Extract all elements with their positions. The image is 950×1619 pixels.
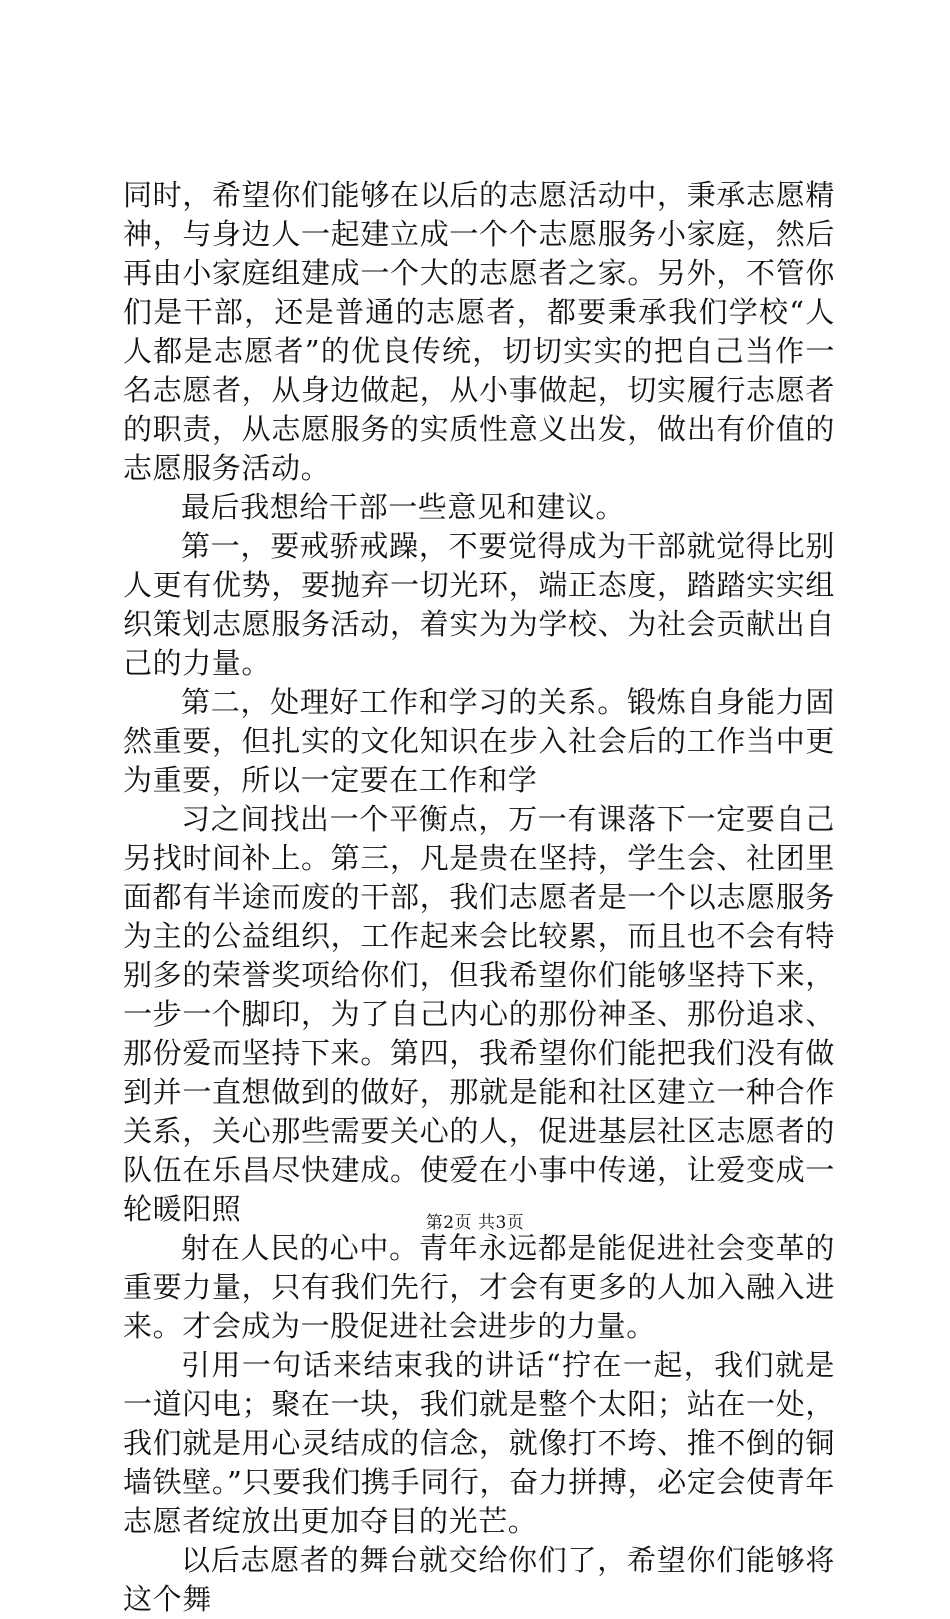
paragraph-youth-power: 射在人民的心中。青年永远都是能促进社会变革的重要力量，只有我们先行，才会有更多的人加入融入进来。才会成为一股促进社会进步的力量。 [123,1231,835,1343]
paragraph-volunteer-spirit: 同时，希望你们能够在以后的志愿活动中，秉承志愿精神，与身边人一起建立成一个个志愿服务小家庭，然后再由小家庭组建成一个大的志愿者之家。另外，不管你们是干部，还是普通的志愿者，都要秉承我们学校“人人都是志愿者”的优良传统，切切实实的把自己当作一名志愿者，从身边做起，从小事做起，切实履行志愿者的职责，从志愿服务的实质性意义出发，做出有价值的志愿服务活动。 [123,178,835,485]
paragraph-closing-quote: 引用一句话来结束我的讲话“拧在一起，我们就是一道闪电；聚在一块，我们就是整个太阳；站在一处，我们就是用心灵结成的信念，就像打不垮、推不倒的铜墙铁壁。”只要我们携手同行，奋力拼搏，必定会使青年志愿者绽放出更加夺目的光芒。 [123,1348,835,1538]
paragraph-second-suggestion: 第二，处理好工作和学习的关系。锻炼自身能力固然重要，但扎实的文化知识在步入社会后的工作当中更为重要，所以一定要在工作和学 [123,685,835,797]
page-number-footer: 第2页 共3页 [425,1213,525,1233]
paragraph-first-suggestion: 第一，要戒骄戒躁，不要觉得成为干部就觉得比别人更有优势，要抛弃一切光环，端正态度，踏踏实实组织策划志愿服务活动，着实为为学校、为社会贡献出自己的力量。 [123,529,835,680]
paragraph-suggestions-intro: 最后我想给干部一些意见和建议。 [181,490,626,524]
paragraph-stage-handover: 以后志愿者的舞台就交给你们了，希望你们能够将这个舞 [123,1543,835,1616]
paragraph-balance-persistence: 习之间找出一个平衡点，万一有课落下一定要自己另找时间补上。第三，凡是贵在坚持，学生会、社团里面都有半途而废的干部，我们志愿者是一个以志愿服务为主的公益组织，工作起来会比较累，而且也不会有特别多的荣誉奖项给你们，但我希望你们能够坚持下来，一步一个脚印，为了自己内心的那份神圣、那份追求、那份爱而坚持下来。第四，我希望你们能把我们没有做到并一直想做到的做好，那就是能和社区建立一种合作关系，关心那些需要关心的人，促进基层社区志愿者的队伍在乐昌尽快建成。使爱在小事中传递，让爱变成一轮暖阳照 [123,802,835,1226]
document-body [123,176,835,1619]
